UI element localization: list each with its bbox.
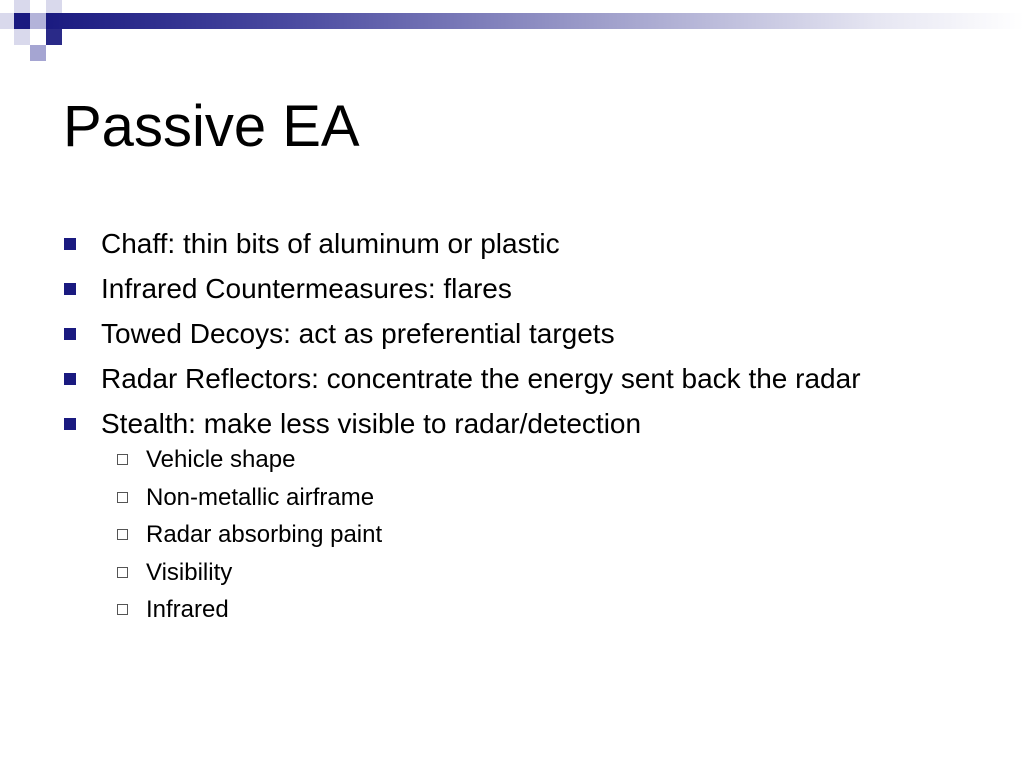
filled-square-icon [64,238,76,250]
decorative-square [46,0,62,13]
sub-bullet-item [101,445,964,475]
decorative-square [30,13,46,29]
sub-bullet-text: Vehicle shape [146,446,296,473]
bullet-text: Stealth: make less visible to radar/detection [101,408,642,439]
filled-square-icon [64,328,76,340]
hollow-square-icon [117,492,128,503]
decorative-square [30,45,46,61]
bullet-item [64,316,964,351]
bullet-text: Towed Decoys: act as preferential targets [101,318,615,349]
bullet-item [64,226,964,261]
decorative-gradient-bar [46,13,1024,29]
sub-bullet-item [101,558,964,588]
decorative-square [14,29,30,45]
hollow-square-icon [117,567,128,578]
sub-bullet-item [101,520,964,550]
bullet-item [64,271,964,306]
filled-square-icon [64,418,76,430]
decorative-square [0,13,14,29]
sub-bullet-text: Visibility [146,558,233,586]
bullet-text: Radar Reflectors: concentrate the energy sent back the radar [101,363,861,394]
sub-bullet-item [101,483,964,513]
slide-title: Passive EA [63,94,360,159]
bullet-item [64,361,964,396]
sub-bullet-text: Radar absorbing paint [146,521,383,548]
bullet-text: Chaff: thin bits of aluminum or plastic [101,228,560,259]
hollow-square-icon [117,454,128,465]
decorative-banner [0,0,1024,64]
sub-bullet-text: Infrared [146,596,229,623]
bullet-text: Infrared Countermeasures: flares [101,273,512,304]
filled-square-icon [64,373,76,385]
filled-square-icon [64,283,76,295]
decorative-square [14,13,30,29]
sub-bullet-item [101,595,964,625]
hollow-square-icon [117,529,128,540]
hollow-square-icon [117,604,128,615]
decorative-square [46,29,62,45]
bullet-item [64,406,964,625]
decorative-square [14,0,30,13]
sub-bullet-text: Non-metallic airframe [146,483,375,511]
bullet-list [64,226,964,635]
sub-bullet-list [101,445,964,625]
